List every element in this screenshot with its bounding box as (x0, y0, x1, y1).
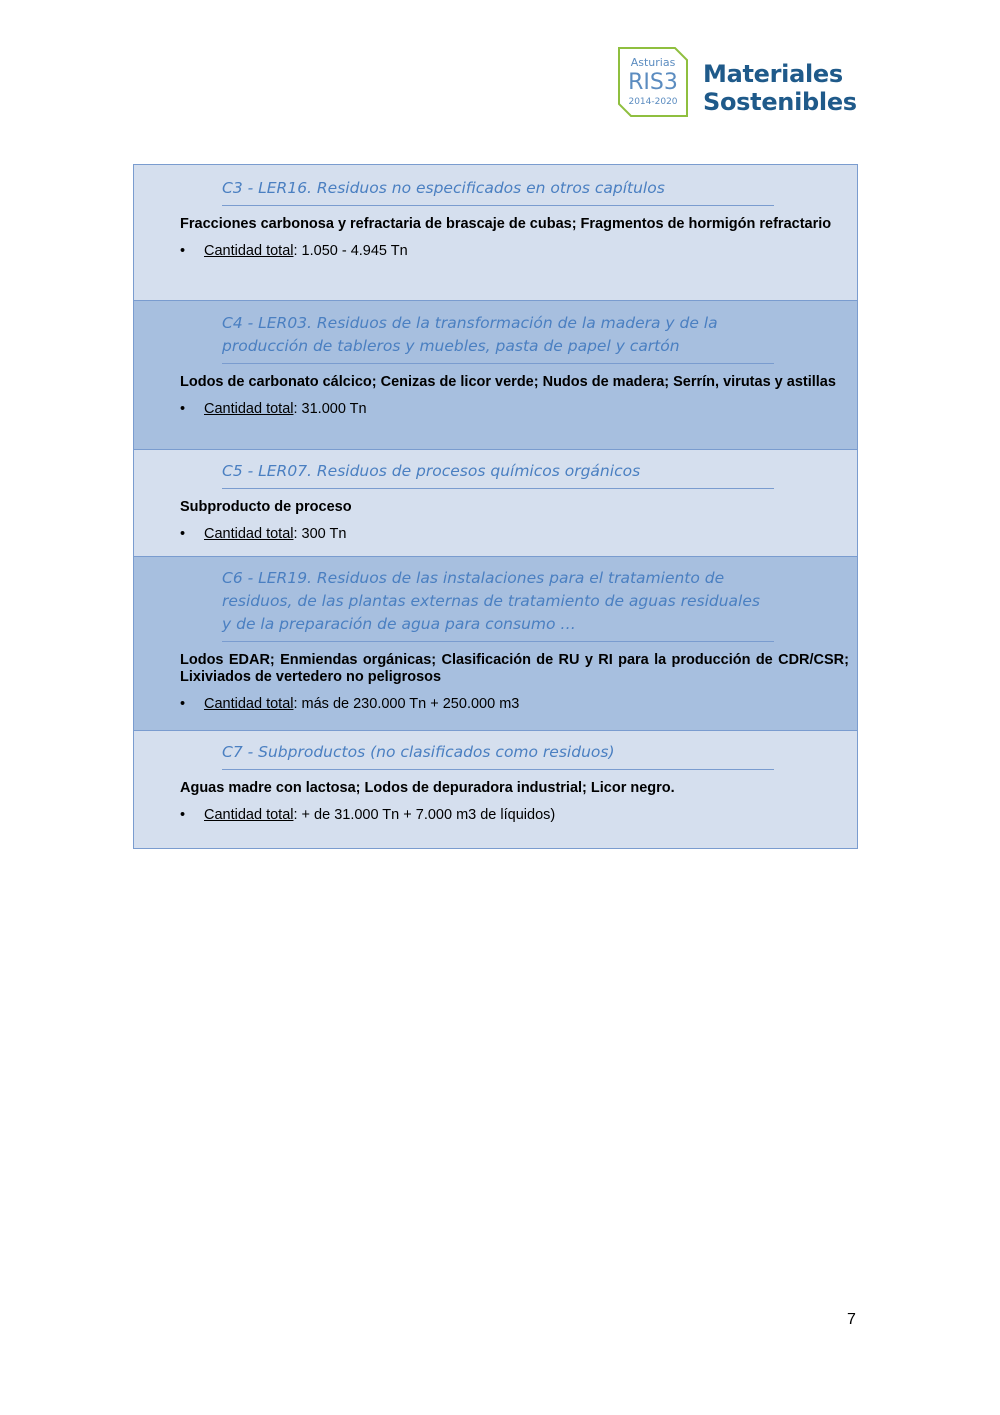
quantity-line (180, 526, 857, 543)
bullet: • (180, 807, 186, 823)
section-title: C3 - LER16. Residuos no especificados en otros capítulos (222, 177, 774, 206)
section-c3 (134, 165, 857, 301)
quantity-value: : 31.000 Tn (293, 401, 367, 417)
section-title: C7 - Subproductos (no clasificados como residuos) (222, 741, 774, 770)
quantity-label: Cantidad total (204, 243, 294, 259)
page-number: 7 (847, 1311, 856, 1328)
section-description: Aguas madre con lactosa; Lodos de depuradora industrial; Licor negro. (180, 780, 675, 796)
brand-line-2: Sostenibles (703, 88, 857, 116)
quantity-line (180, 401, 857, 418)
bullet: • (180, 696, 186, 712)
quantity-value: : + de 31.000 Tn + 7.000 m3 de líquidos) (293, 807, 556, 823)
quantity-line (180, 243, 857, 260)
section-description: Lodos EDAR; Enmiendas orgánicas; Clasificación de RU y RI para la producción de CDR/CSR; Lixiviados de vertedero no peligrosos (180, 652, 849, 685)
section-title: C4 - LER03. Residuos de la transformación de la madera y de la producción de tableros y muebles, pasta de papel y cartón (222, 312, 774, 364)
logo-text-ris3: RIS3 (628, 70, 678, 95)
logo-text-years: 2014-2020 (628, 97, 678, 107)
section-c5 (134, 450, 857, 557)
waste-category-table (133, 164, 858, 849)
bullet: • (180, 243, 186, 259)
asturias-ris3-logo (617, 46, 689, 118)
section-description: Subproducto de proceso (180, 499, 352, 515)
bullet: • (180, 526, 186, 542)
quantity-line (180, 696, 857, 713)
section-title: C6 - LER19. Residuos de las instalaciones para el tratamiento de residuos, de las plantas externas de tratamiento de aguas residuales y de la preparación de agua para consumo … (222, 567, 774, 642)
quantity-label: Cantidad total (204, 401, 294, 417)
brand-line-1: Materiales (703, 60, 843, 88)
brand-name (703, 60, 857, 116)
logo-text-asturias: Asturias (630, 56, 676, 69)
section-c6 (134, 557, 857, 731)
section-description: Lodos de carbonato cálcico; Cenizas de licor verde; Nudos de madera; Serrín, virutas y astillas (180, 374, 836, 390)
quantity-value: : 1.050 - 4.945 Tn (293, 243, 408, 259)
quantity-value: : más de 230.000 Tn + 250.000 m3 (293, 696, 520, 712)
quantity-label: Cantidad total (204, 696, 294, 712)
quantity-label: Cantidad total (204, 526, 294, 542)
section-c7 (134, 731, 857, 848)
header-logo (617, 46, 862, 120)
quantity-label: Cantidad total (204, 807, 294, 823)
quantity-line (180, 807, 857, 824)
section-c4 (134, 301, 857, 450)
section-description: Fracciones carbonosa y refractaria de brascaje de cubas; Fragmentos de hormigón refractario (180, 216, 832, 232)
bullet: • (180, 401, 186, 417)
section-title: C5 - LER07. Residuos de procesos químicos orgánicos (222, 460, 774, 489)
quantity-value: : 300 Tn (293, 526, 347, 542)
